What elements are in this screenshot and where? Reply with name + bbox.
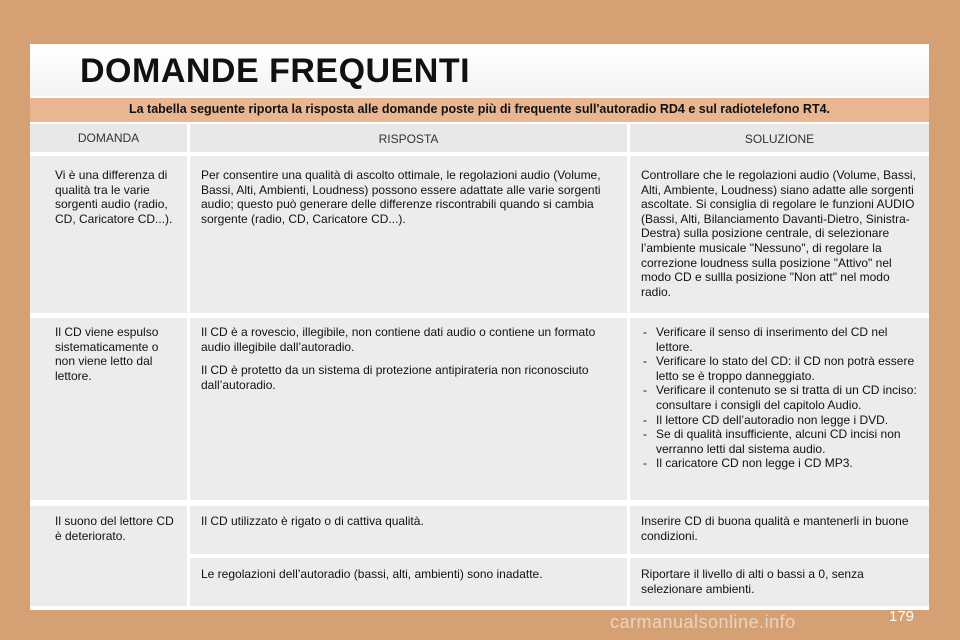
column-header-solution: SOLUZIONE <box>630 124 929 152</box>
page-title: DOMANDE FREQUENTI <box>80 52 471 90</box>
row-2-answer-text-2: Il CD è protetto da un sistema di protezione antipirateria non riconosciuto dall’autoradio. <box>201 363 589 392</box>
watermark: carmanualsonline.info <box>610 612 796 632</box>
row-2-question-text: Il CD viene espulso sistematicamente o non viene letto dal lettore. <box>55 325 159 383</box>
list-item: - Verificare lo stato del CD: il CD non potrà essere letto se è troppo danneggiato. <box>641 354 921 383</box>
page-number: 179 <box>889 608 915 625</box>
list-item: - Il caricatore CD non legge i CD MP3. <box>641 456 921 471</box>
row-4-solution <box>630 558 929 606</box>
row-4-answer-text: Le regolazioni dell’autoradio (bassi, alti, ambienti) sono inadatte. <box>201 567 543 581</box>
list-item: - Verificare il contenuto se si tratta di un CD inciso: consultare i consigli del capitolo Audio. <box>641 383 921 412</box>
row-3-answer <box>190 506 627 554</box>
row-1-question-text: Vi è una differenza di qualità tra le varie sorgenti audio (radio, CD, Caricatore CD...). <box>55 168 173 226</box>
row-4-answer <box>190 558 627 606</box>
row-1-question <box>30 156 187 313</box>
row-1-answer <box>190 156 627 313</box>
row-2-question <box>30 318 187 500</box>
row-2-answer <box>190 318 627 500</box>
row-2-solution-list <box>641 325 921 471</box>
column-header-answer: RISPOSTA <box>190 124 627 152</box>
row-3-solution-text: Inserire CD di buona qualità e mantenerli in buone condizioni. <box>641 514 909 543</box>
list-item: - Il lettore CD dell’autoradio non legge i DVD. <box>641 413 921 428</box>
row-3-solution <box>630 506 929 554</box>
page-subtitle: La tabella seguente riporta la risposta alle domande poste più di frequente sull'autoradio RD4 e sul radiotelefono RT4. <box>128 102 831 116</box>
row-3-answer-text: Il CD utilizzato è rigato o di cattiva qualità. <box>201 514 424 528</box>
row-1-solution-text: Controllare che le regolazioni audio (Volume, Bassi, Alti, Ambiente, Loudness) siano adatte alle sorgenti ascoltate. Si consiglia di regolare le funzioni AUDIO (Bassi, Alti, Bilanciamento Davanti-Dietro, Sinistra-Destra) sulla posizione centrale, di selezionare l’ambiente musicale "Nessuno", di regolare la correzione loudness sulla posizione "Attivo" nel modo CD e sullla posizione "Non att" nel modo radio. <box>641 168 916 299</box>
row-1-answer-text: Per consentire una qualità di ascolto ottimale, le regolazioni audio (Volume, Bassi, Alti, Ambienti, Loudness) possono essere adattate alle varie sorgenti audio; questo può generare delle differenze riscontrabili quando si cambia sorgente (radio, CD, Caricatore CD...). <box>201 168 601 226</box>
row-2-solution <box>630 318 929 500</box>
column-header-question: DOMANDA <box>30 124 187 152</box>
list-item: - Se di qualità insufficiente, alcuni CD incisi non verranno letti dal sistema audio. <box>641 427 921 456</box>
row-1-solution <box>630 156 929 313</box>
row-3-question-text: Il suono del lettore CD è deteriorato. <box>55 514 174 543</box>
row-4-solution-text: Riportare il livello di alti o bassi a 0, senza selezionare ambienti. <box>641 567 864 596</box>
row-3-question <box>30 506 187 606</box>
row-2-answer-text-1: Il CD è a rovescio, illegibile, non contiene dati audio o contiene un formato audio illegibile dall’autoradio. <box>201 325 596 354</box>
list-item: - Verificare il senso di inserimento del CD nel lettore. <box>641 325 921 354</box>
